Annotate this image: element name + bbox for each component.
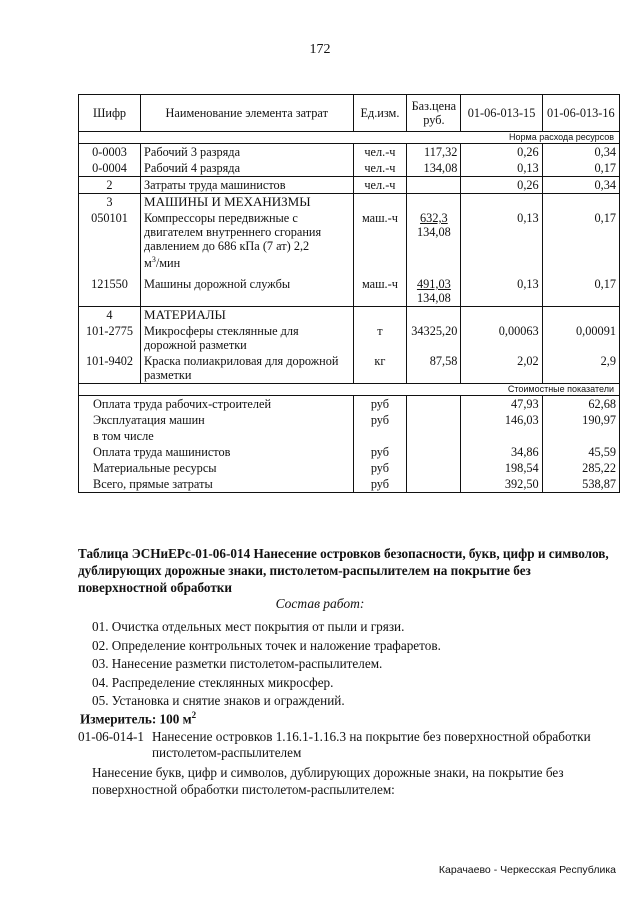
row-price: 34325,20: [407, 323, 461, 353]
work-list: [92, 618, 612, 711]
summary-value-15: 198,54: [461, 460, 542, 476]
item-code: 01-06-014-1: [78, 729, 144, 744]
row-price: 134,08: [407, 160, 461, 177]
row-value-16: 0,17: [542, 271, 619, 307]
section-row: [79, 307, 620, 324]
row-code: 101-2775: [79, 323, 141, 353]
row-code: 2: [79, 177, 141, 194]
row-value-15: 0,13: [461, 271, 542, 307]
summary-unit: руб: [353, 396, 407, 413]
summary-label: Оплата труда машинистов: [79, 444, 354, 460]
price-bottom: 134,08: [416, 225, 451, 239]
table-row: [79, 271, 620, 307]
table-row: [79, 353, 620, 384]
header-name: Наименование элемента затрат: [141, 95, 353, 132]
cost-label: Стоимостные показатели: [79, 384, 620, 396]
summary-label: в том числе: [79, 428, 354, 444]
row-code: 101-9402: [79, 353, 141, 384]
summary-value-16: [542, 428, 619, 444]
summary-row: [79, 476, 620, 493]
table-row: [79, 210, 620, 271]
summary-value-15: 47,93: [461, 396, 542, 413]
list-item: 04. Распределение стеклянных микросфер.: [92, 674, 334, 690]
row-price: [407, 271, 461, 307]
header-col-15: 01-06-013-15: [461, 95, 542, 132]
row-unit: т: [353, 323, 407, 353]
row-value-15: 0,13: [461, 210, 542, 271]
table-header-row: [79, 95, 620, 132]
row-name-line: Компрессоры передвижные с: [144, 211, 298, 225]
table-row: [79, 177, 620, 194]
summary-value-16: 285,22: [542, 460, 619, 476]
summary-label: Всего, прямые затраты: [79, 476, 354, 493]
page-number: 172: [309, 42, 331, 57]
table-row: [79, 144, 620, 161]
cost-label-row: [79, 384, 620, 396]
summary-value-15: 34,86: [461, 444, 542, 460]
summary-row: [79, 460, 620, 476]
summary-value-15: [461, 428, 542, 444]
summary-value-16: 538,87: [542, 476, 619, 493]
row-name: [141, 210, 353, 271]
row-name-line: $м^3$/мин: [144, 255, 181, 271]
row-value-16: 0,17: [542, 210, 619, 271]
price-top: 491,03: [416, 277, 451, 292]
row-name: Краска полиакриловая для дорожной разметки: [141, 353, 353, 384]
row-code: 050101: [79, 210, 141, 271]
row-name: Машины дорожной службы: [141, 271, 353, 307]
header-col-16: 01-06-013-16: [542, 95, 619, 132]
list-item: 05. Установка и снятие знаков и ограждений.: [92, 693, 345, 708]
table-title: Таблица ЭСНиЕРс-01-06-014 Нанесение островков безопасности, букв, цифр и символов, дублирующих дорожные знаки, пистолетом-распылителем на покрытие без поверхностной обработки: [78, 546, 609, 595]
row-price: [407, 177, 461, 194]
row-code: 0-0004: [79, 160, 141, 177]
summary-value-16: 62,68: [542, 396, 619, 413]
row-unit: маш.-ч: [353, 271, 407, 307]
summary-label: Эксплуатация машин: [79, 412, 354, 428]
section-title: МАТЕРИАЛЫ: [141, 307, 353, 324]
summary-unit: руб: [353, 476, 407, 493]
price-bottom: 134,08: [416, 291, 451, 306]
footer-region: Карачаево - Черкесская Республика: [438, 864, 616, 876]
row-value-15: 0,00063: [461, 323, 542, 353]
row-value-15: 0,26: [461, 177, 542, 194]
price-top: 632,3: [420, 211, 448, 225]
table-row: [79, 323, 620, 353]
header-base-price: Баз.цена руб.: [407, 95, 461, 132]
row-name: Затраты труда машинистов: [141, 177, 353, 194]
row-value-16: 0,00091: [542, 323, 619, 353]
summary-label: Материальные ресурсы: [79, 460, 354, 476]
norm-label-row: [79, 132, 620, 144]
item-text: Нанесение островков 1.16.1-1.16.3 на покрытие без поверхностной обработки пистолетом-распылителем: [152, 729, 591, 760]
norm-label: Норма расхода ресурсов: [79, 132, 620, 144]
row-price: [407, 210, 461, 271]
summary-row: [79, 412, 620, 428]
summary-row: [79, 428, 620, 444]
row-value-16: 2,9: [542, 353, 619, 384]
row-value-15: 2,02: [461, 353, 542, 384]
row-value-16: 0,34: [542, 177, 619, 194]
section-title: МАШИНЫ И МЕХАНИЗМЫ: [141, 194, 353, 211]
summary-label: Оплата труда рабочих-строителей: [79, 396, 354, 413]
summary-value-15: 146,03: [461, 412, 542, 428]
summary-row: [79, 396, 620, 413]
row-unit: чел.-ч: [353, 177, 407, 194]
summary-unit: руб: [353, 412, 407, 428]
row-unit: чел.-ч: [353, 160, 407, 177]
row-unit: чел.-ч: [353, 144, 407, 161]
row-value-16: 0,34: [542, 144, 619, 161]
work-heading: Состав работ:: [275, 596, 365, 611]
resource-norms-table: [78, 94, 620, 493]
summary-unit: [353, 428, 407, 444]
row-name-line: двигателем внутреннего сгорания: [144, 225, 322, 239]
row-name: Рабочий 4 разряда: [141, 160, 353, 177]
measure-unit: Измеритель: 100 $м^2$: [80, 710, 197, 727]
summary-value-16: 190,97: [542, 412, 619, 428]
row-unit: кг: [353, 353, 407, 384]
row-value-15: 0,13: [461, 160, 542, 177]
list-item: 03. Нанесение разметки пистолетом-распылителем.: [92, 656, 383, 671]
list-item: 01. Очистка отдельных мест покрытия от пыли и грязи.: [92, 619, 405, 634]
section-row: [79, 194, 620, 211]
row-value-16: 0,17: [542, 160, 619, 177]
row-price: 87,58: [407, 353, 461, 384]
summary-value-15: 392,50: [461, 476, 542, 493]
summary-row: [79, 444, 620, 460]
summary-unit: руб: [353, 460, 407, 476]
list-item: 02. Определение контрольных точек и наложение трафаретов.: [92, 637, 441, 653]
row-name-line: давлением до 686 кПа (7 ат) 2,2: [144, 239, 310, 253]
header-code: Шифр: [79, 95, 141, 132]
row-code: 121550: [79, 271, 141, 307]
table-row: [79, 160, 620, 177]
row-name: Микросферы стеклянные для дорожной разметки: [141, 323, 353, 353]
row-value-15: 0,26: [461, 144, 542, 161]
note-text: Нанесение букв, цифр и символов, дублирующих дорожные знаки, на покрытие без поверхностной обработки пистолетом-распылителем:: [92, 765, 564, 797]
row-price: 117,32: [407, 144, 461, 161]
row-name: Рабочий 3 разряда: [141, 144, 353, 161]
summary-unit: руб: [353, 444, 407, 460]
header-unit: Ед.изм.: [353, 95, 407, 132]
summary-value-16: 45,59: [542, 444, 619, 460]
section-code: 4: [79, 307, 141, 324]
row-unit: маш.-ч: [353, 210, 407, 271]
section-code: 3: [79, 194, 141, 211]
row-code: 0-0003: [79, 144, 141, 161]
